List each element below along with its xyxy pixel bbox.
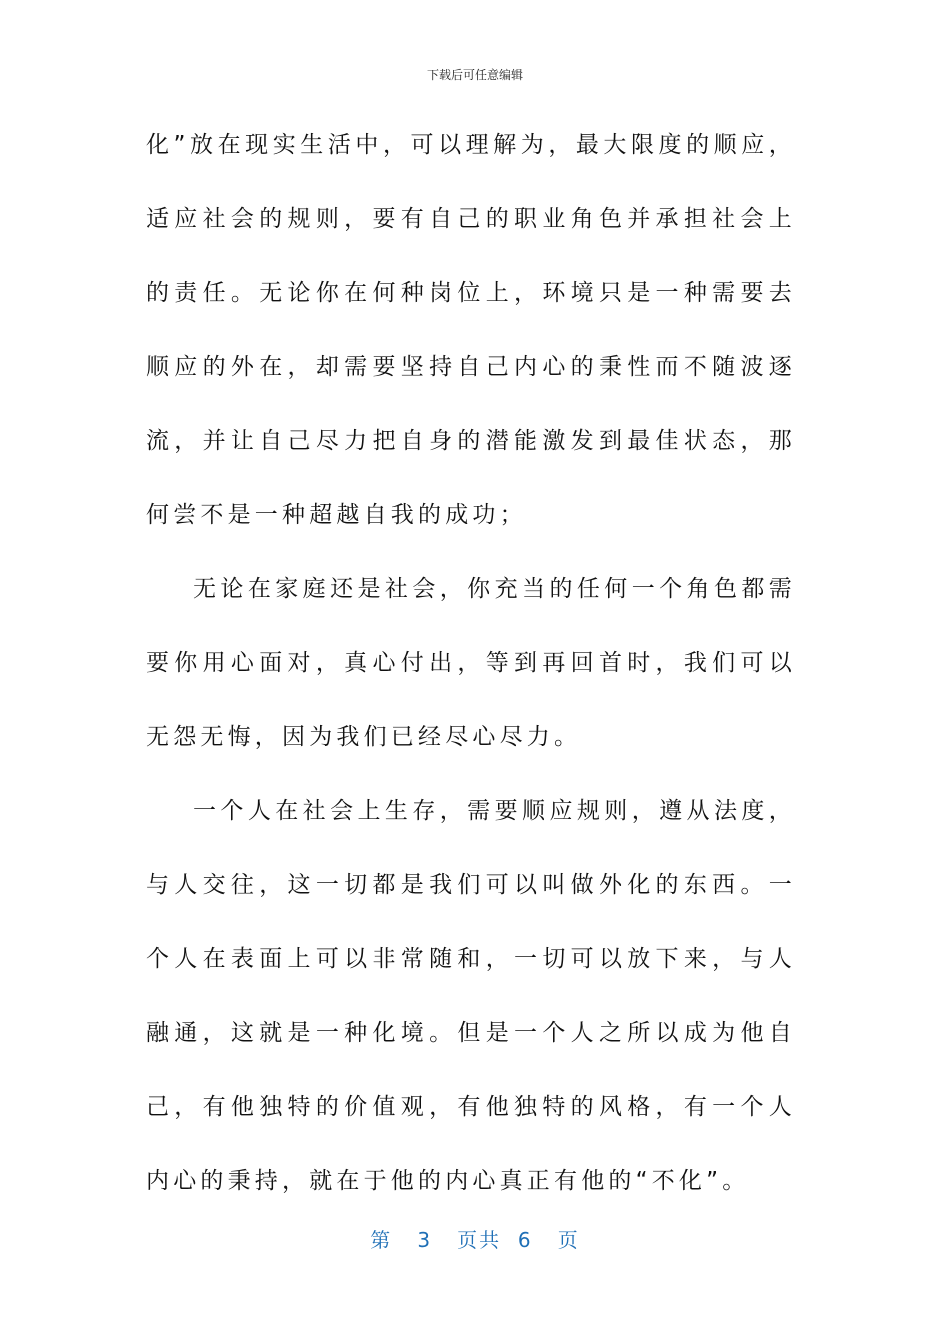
- document-body: [146, 108, 796, 1218]
- page-number-footer: [0, 1224, 950, 1253]
- current-page-number: 3: [417, 1228, 433, 1252]
- total-pages-number: 6: [517, 1228, 533, 1252]
- paragraph-3: 一个人在社会上生存，需要顺应规则，遵从法度，与人交往，这一切都是我们可以叫做外化的东西。一个人在表面上可以非常随和，一切可以放下来，与人融通，这就是一种化境。但是一个人之所以成为他自己，有他独特的价值观，有他独特的风格，有一个人内心的秉持，就在于他的内心真正有他的“不化”。: [146, 798, 796, 1194]
- page-suffix: 页: [557, 1228, 580, 1252]
- paragraph-2: 无论在家庭还是社会，你充当的任何一个角色都需要你用心面对，真心付出，等到再回首时，我们可以无怨无悔，因为我们已经尽心尽力。: [146, 576, 796, 750]
- page-middle: 页共: [457, 1228, 502, 1252]
- page-prefix: 第: [370, 1228, 393, 1252]
- header-note: 下载后可任意编辑: [426, 68, 523, 82]
- paragraph-1: 化”放在现实生活中，可以理解为，最大限度的顺应，适应社会的规则，要有自己的职业角色并承担社会上的责任。无论你在何种岗位上，环境只是一种需要去顺应的外在，却需要坚持自己内心的秉性而不随波逐流，并让自己尽力把自身的潜能激发到最佳状态，那何尝不是一种超越自我的成功；: [146, 132, 796, 528]
